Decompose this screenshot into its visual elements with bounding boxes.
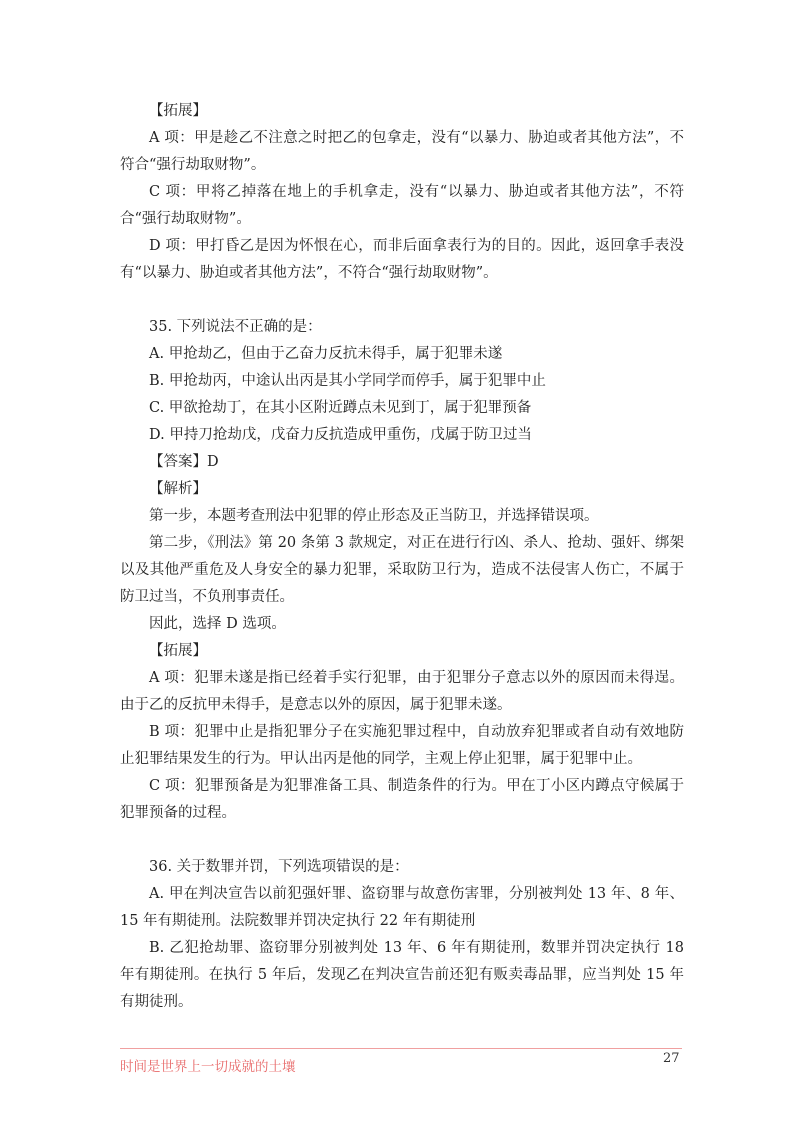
question-36: 36. 关于数罪并罚，下列选项错误的是： — [149, 859, 409, 875]
extension-item-a: A 项：甲是趁乙不注意之时把乙的包拿走，没有“以暴力、胁迫或者其他方法”，不符合“强行劫取财物”。 — [120, 130, 684, 173]
footer-divider — [120, 1048, 682, 1049]
q35-extension-c: C 项：犯罪预备是为犯罪准备工具、制造条件的行为。甲在丁小区内蹲点守候属于犯罪预备的过程。 — [120, 778, 684, 821]
q35-answer: 【答案】D — [149, 454, 219, 470]
q35-option-b: B. 甲抢劫丙，中途认出丙是其小学同学而停手，属于犯罪中止 — [149, 373, 546, 389]
footer-slogan: 时间是世界上一切成就的土壤 — [120, 1059, 296, 1075]
extension-item-c: C 项：甲将乙掉落在地上的手机拿走，没有“以暴力、胁迫或者其他方法”，不符合“强行劫取财物”。 — [120, 184, 684, 227]
q36-option-a: A. 甲在判决宣告以前犯强奸罪、盗窃罪与故意伤害罪，分别被判处 13 年、8 年、15 年有期徒刑。法院数罪并罚决定执行 22 年有期徒刑 — [120, 886, 684, 929]
question-35: 35. 下列说法不正确的是： — [149, 319, 322, 335]
q35-option-c: C. 甲欲抢劫丁，在其小区附近蹲点未见到丁，属于犯罪预备 — [149, 400, 532, 416]
extension-item-d: D 项：甲打昏乙是因为怀恨在心，而非后面拿表行为的目的。因此，返回拿手表没有“以暴力、胁迫或者其他方法”，不符合“强行劫取财物”。 — [120, 238, 684, 281]
page-content — [120, 98, 684, 1016]
q36-option-b: B. 乙犯抢劫罪、盗窃罪分别被判处 13 年、6 年有期徒刑，数罪并罚决定执行 18 年有期徒刑。在执行 5 年后，发现乙在判决宣告前还犯有贩卖毒品罪，应当判处 15 年有期徒刑。 — [120, 940, 684, 1010]
q35-option-a: A. 甲抢劫乙，但由于乙奋力反抗未得手，属于犯罪未遂 — [149, 346, 503, 362]
page-number: 27 — [663, 1051, 680, 1066]
spacer — [120, 287, 684, 314]
q35-extension-a: A 项：犯罪未遂是指已经着手实行犯罪，由于犯罪分子意志以外的原因而未得逞。由于乙的反抗甲未得手，是意志以外的原因，属于犯罪未遂。 — [120, 670, 684, 713]
q35-extension-b: B 项：犯罪中止是指犯罪分子在实施犯罪过程中，自动放弃犯罪或者自动有效地防止犯罪结果发生的行为。甲认出丙是他的同学，主观上停止犯罪，属于犯罪中止。 — [120, 724, 684, 767]
q35-extension-heading: 【拓展】 — [149, 643, 207, 659]
q35-step-2: 第二步，《刑法》第 20 条第 3 款规定，对正在进行行凶、杀人、抢劫、强奸、绑架以及其他严重危及人身安全的暴力犯罪，采取防卫行为，造成不法侵害人伤亡，不属于防卫过当，不负刑事责任。 — [120, 535, 684, 605]
q35-analysis-heading: 【解析】 — [149, 481, 207, 497]
extension-heading: 【拓展】 — [149, 103, 207, 119]
q35-step-1: 第一步，本题考查刑法中犯罪的停止形态及正当防卫，并选择错误项。 — [149, 508, 599, 524]
q35-option-d: D. 甲持刀抢劫戊，戊奋力反抗造成甲重伤，戊属于防卫过当 — [149, 427, 532, 443]
spacer — [120, 827, 684, 854]
q35-conclusion: 因此，选择 D 选项。 — [149, 616, 286, 632]
